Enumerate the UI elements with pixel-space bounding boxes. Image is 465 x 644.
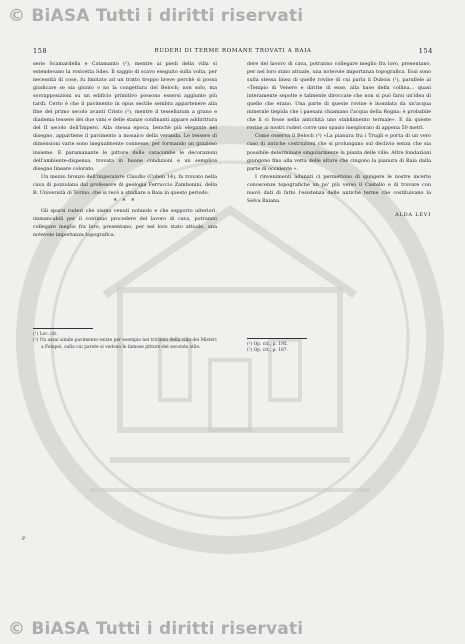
footnote-rule-right xyxy=(247,338,307,339)
footnotes-left xyxy=(33,332,217,351)
footnotes-right xyxy=(247,342,431,355)
paragraph: serie Scamardella e Catamanto (¹), mentre ai piedi della villa si estendevano la rosicetta Sdes. Il saggio di scavo eseguito sulla volta, per necessità di cose, fu limitato ad un tratto troppo breve perchè si possa giudicare se sia giunto o no la congettura del Beloch; non solo, ma sovrapposizioni su un edificio primitivo possono essersi aggiunte più tardi. Certo è che il pavimento in opus sectile sembra appartenere alla fine del primo secolo avanti Cristo (²), mentre il tessellatum a grano e diadema tessere dei due vani e delle stanze confinanti appare addirittura del II secolo dell'Impero. Alla stessa epoca, benchè più elegante nel disegno, appartiene il pavimento a mosaico della veranda. Le tessere di dimensioni varie sono inegualmente connesse, per formando un grazioso insieme. E paramanante le pitture delle catacombe le decorazioni dell'ambiente-dispensa, trovata in buone condizioni e un semplice disegno lineare colorato. xyxy=(33,61,217,172)
running-header xyxy=(33,47,433,57)
paragraph: Un mezzo bronzo dell'imperatore Claudio (Cohen 14), fu trovato nella cava di pozzolana dal professore di geologia Ferruccio Zambonini, della R. Università di Torino, che si recò a studiare a Baia in questo periodo. xyxy=(33,173,217,196)
margin-marker: P xyxy=(22,536,26,542)
footnote: (¹) Loc. cit. xyxy=(33,332,58,337)
footnote: (²) Un assai simile pavimento esiste per esempio nel triclinio della villa dei Misteri a Pompei, sulla cui parete si vedono le famose pitture del secondo stile. xyxy=(33,338,217,350)
text-column-right xyxy=(247,60,431,219)
footnote: (²) Op. cit., p. 187. xyxy=(247,348,288,354)
paragraph: Come osserva il Beloch (²) «La pianura fra i Trugli e porta di un vero caso di antiche costruzioni che si prolungano sul declivio senza che sia possibile determinare singolarmente la pianta delle ville. Altre fondazioni giungono fino alla vetta delle alture che cingono la pianura di Baia dalla parte di occidente ». xyxy=(247,133,431,172)
watermark-top: © BiASA Tutti i diritti riservati xyxy=(8,6,304,26)
paragraph: Gli sparsi ruderi che siamo venuti notando e che sopporto ulteriori, immancabili per il continuo procedere del lavoro di cava, potranno collegare meglio fra loro, presentano, per nel loro stato attuale, una notevole importanza topografica. xyxy=(33,207,217,238)
watermark-bottom: © BiASA Tutti i diritti riservati xyxy=(8,619,304,639)
footnote: (¹) Op. cit., p. 195. xyxy=(247,342,288,347)
running-title: RUDERI DI TERME ROMANE TROVATI A BAIA xyxy=(154,48,312,54)
paragraph: dere del lavoro di cava, potranno collegare meglio fra loro, presentano, per nel loro stato attuale, una notevole importanza topografica. Essi sono sulla stessa linea di quelle rovine di cui parla il Dubois (¹), parallele al «Tempio di Venere e diritte di esse, alla base della collina... quasi interamente sepolte e talmente diroccate che non si può farsi un'idea di quello che erano. Una parte di queste rovine è inondata da un'acqua minerale tiepida che i paesani chiamano l'acqua della Rogna; è probabile che lì ci fosse nella antichità uno stabilimento termale». E da queste rovine ai nostri ruderi corre uno spazio inesplorato di appena 50 metri. xyxy=(247,61,431,132)
asterism: * * * xyxy=(113,197,137,205)
text-column-left xyxy=(33,60,217,239)
paragraph: I rinvenimenti adunati ci permettono di spingere le nostre incerte conoscenze topografiche un po' più verso il Castello e di trovare con nuovi dati di fatto l'esistenza delle antiche terme che costituivano la Selva Baiana. xyxy=(247,173,431,204)
author-signature: ALDA LEVI xyxy=(395,211,431,218)
footnote-rule-left xyxy=(33,328,93,329)
page-number-right: 154 xyxy=(418,47,433,55)
page-number-left: 158 xyxy=(33,47,48,55)
